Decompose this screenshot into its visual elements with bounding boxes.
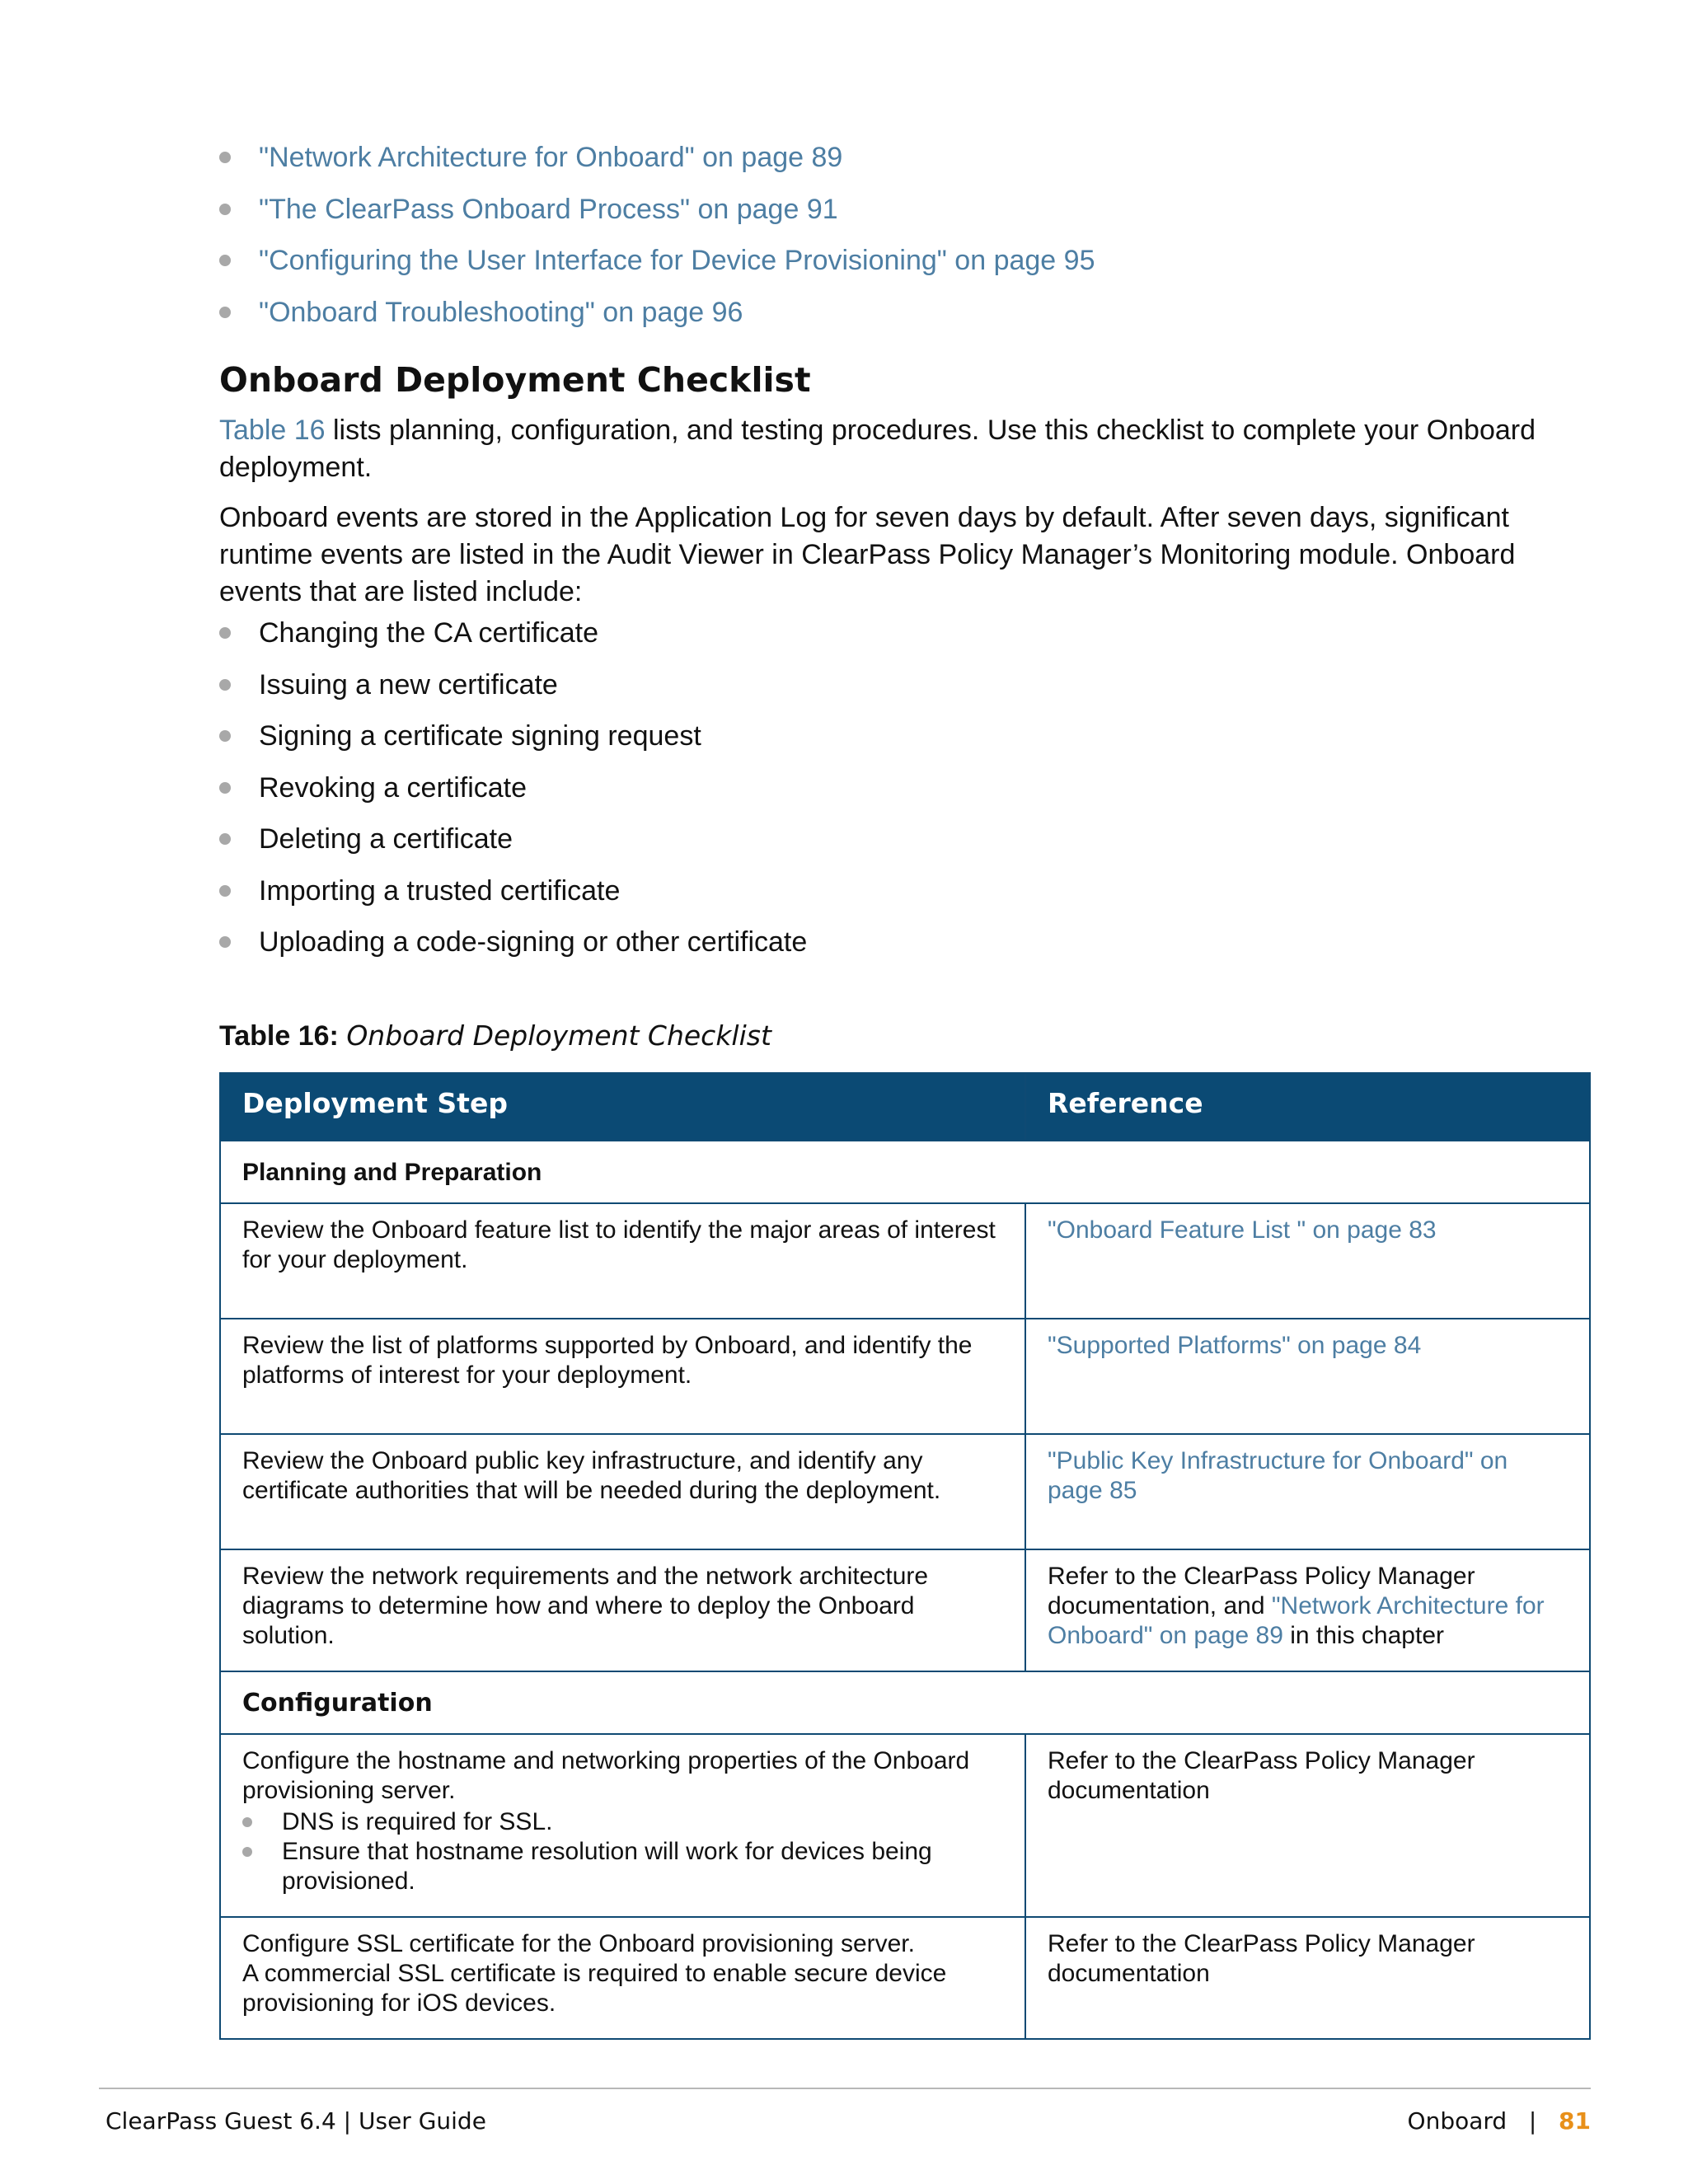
table-caption: [219, 1016, 1589, 1056]
events-paragraph: Onboard events are stored in the Application Log for seven days by default. After seven days, significant runtime events are listed in the Audit Viewer in ClearPass Policy Manager’s Monitoring module. Onboard events that are listed include:: [219, 502, 1516, 607]
bullet-icon: [219, 627, 231, 639]
list-item: [242, 1807, 1003, 1837]
footer-separator: |: [1528, 2107, 1537, 2135]
list-item: [219, 710, 1589, 762]
event-text: Uploading a code-signing or other certificate: [259, 926, 808, 958]
table-header-row: [220, 1073, 1590, 1141]
table-row: [220, 1549, 1590, 1671]
event-text: Signing a certificate signing request: [259, 720, 701, 752]
bullet-icon: [219, 782, 231, 794]
list-item[interactable]: [219, 184, 1589, 236]
reference-cell: Refer to the ClearPass Policy Manager documentation: [1025, 1734, 1590, 1917]
table-row: [220, 1734, 1590, 1917]
step-cell: Review the Onboard feature list to identify the major areas of interest for your deployment.: [220, 1203, 1025, 1319]
reference-cell: [1025, 1549, 1590, 1671]
bullet-icon: [219, 679, 231, 691]
reference-cell: [1025, 1434, 1590, 1549]
footer-chapter: Onboard: [1407, 2107, 1507, 2135]
reference-link[interactable]: "Network Architecture for Onboard" on page 89: [1048, 1591, 1545, 1649]
footer-divider: [99, 2088, 1591, 2089]
step-sub-list: [242, 1807, 1003, 1896]
list-item[interactable]: [219, 235, 1589, 287]
sub-item-text: Ensure that hostname resolution will work for devices being provisioned.: [282, 1837, 932, 1895]
event-text: Deleting a certificate: [259, 823, 513, 855]
bullet-icon: [219, 152, 231, 163]
page-content: [219, 132, 1589, 2040]
sub-item-text: DNS is required for SSL.: [282, 1807, 553, 1835]
intro-text: lists planning, configuration, and testing procedures. Use this checklist to complete your Onboard deployment.: [219, 415, 1536, 483]
events-list: [219, 607, 1589, 968]
event-text: Changing the CA certificate: [259, 617, 599, 649]
reference-cell: [1025, 1319, 1590, 1434]
related-link[interactable]: "Onboard Troubleshooting" on page 96: [259, 296, 743, 328]
table-row: [220, 1434, 1590, 1549]
related-link[interactable]: "Configuring the User Interface for Device Provisioning" on page 95: [259, 245, 1095, 276]
step-cell: Review the Onboard public key infrastructure, and identify any certificate authorities that will be needed during the deployment.: [220, 1434, 1025, 1549]
table-row: [220, 1203, 1590, 1319]
step-text: A commercial SSL certificate is required to enable secure device provisioning for iOS devices.: [242, 1959, 947, 2017]
list-item: [242, 1837, 1003, 1896]
category-row: [220, 1671, 1590, 1734]
bullet-icon: [219, 885, 231, 897]
column-header-reference: Reference: [1025, 1073, 1590, 1141]
bullet-icon: [219, 936, 231, 948]
footer-page-info: [1408, 2105, 1591, 2138]
reference-link[interactable]: "Onboard Feature List " on page 83: [1048, 1216, 1437, 1244]
table-reference-link[interactable]: Table 16: [219, 415, 326, 446]
reference-cell: Refer to the ClearPass Policy Manager documentation: [1025, 1917, 1590, 2039]
bullet-icon: [219, 204, 231, 215]
table-caption-title: Onboard Deployment Checklist: [346, 1019, 771, 1052]
step-text: Configure SSL certificate for the Onboard provisioning server.: [242, 1929, 915, 1957]
page-number: 81: [1559, 2107, 1591, 2135]
reference-text: in this chapter: [1282, 1621, 1444, 1649]
list-item: [219, 865, 1589, 917]
list-item: [219, 813, 1589, 865]
bullet-icon: [242, 1817, 252, 1827]
step-text: Configure the hostname and networking properties of the Onboard provisioning server.: [242, 1746, 970, 1804]
section-title: Onboard Deployment Checklist: [219, 360, 811, 400]
list-item: [219, 659, 1589, 711]
step-cell: [220, 1917, 1025, 2039]
table-row: [220, 1319, 1590, 1434]
bullet-icon: [242, 1847, 252, 1857]
category-row: [220, 1141, 1590, 1203]
bullet-icon: [219, 307, 231, 318]
related-link[interactable]: "Network Architecture for Onboard" on page 89: [259, 142, 843, 173]
related-links-list: [219, 132, 1589, 338]
table-row: [220, 1917, 1590, 2039]
category-planning: Planning and Preparation: [220, 1141, 1590, 1203]
event-text: Importing a trusted certificate: [259, 874, 621, 907]
list-item[interactable]: [219, 287, 1589, 339]
list-item[interactable]: [219, 132, 1589, 184]
list-item: [219, 916, 1589, 968]
bullet-icon: [219, 833, 231, 845]
reference-cell: [1025, 1203, 1590, 1319]
bullet-icon: [219, 255, 231, 266]
table-caption-label: Table 16:: [219, 1019, 339, 1052]
event-text: Issuing a new certificate: [259, 668, 558, 701]
step-cell: Review the list of platforms supported by Onboard, and identify the platforms of interest for your deployment.: [220, 1319, 1025, 1434]
column-header-deployment-step: Deployment Step: [220, 1073, 1025, 1141]
list-item: [219, 607, 1589, 659]
related-link[interactable]: "The ClearPass Onboard Process" on page 91: [259, 193, 838, 225]
reference-text: Refer to the ClearPass Policy Manager documentation, and: [1048, 1562, 1475, 1619]
reference-link[interactable]: "Public Key Infrastructure for Onboard" on page 85: [1048, 1446, 1508, 1504]
reference-link[interactable]: "Supported Platforms" on page 84: [1048, 1331, 1422, 1359]
category-configuration: Configuration: [220, 1671, 1590, 1734]
step-cell: Review the network requirements and the network architecture diagrams to determine how and where to deploy the Onboard solution.: [220, 1549, 1025, 1671]
step-cell: [220, 1734, 1025, 1917]
event-text: Revoking a certificate: [259, 771, 528, 804]
deployment-checklist-table: [219, 1072, 1591, 2040]
footer-doc-title: ClearPass Guest 6.4 | User Guide: [106, 2107, 486, 2135]
bullet-icon: [219, 730, 231, 742]
list-item: [219, 762, 1589, 814]
intro-paragraph: [219, 412, 1589, 486]
